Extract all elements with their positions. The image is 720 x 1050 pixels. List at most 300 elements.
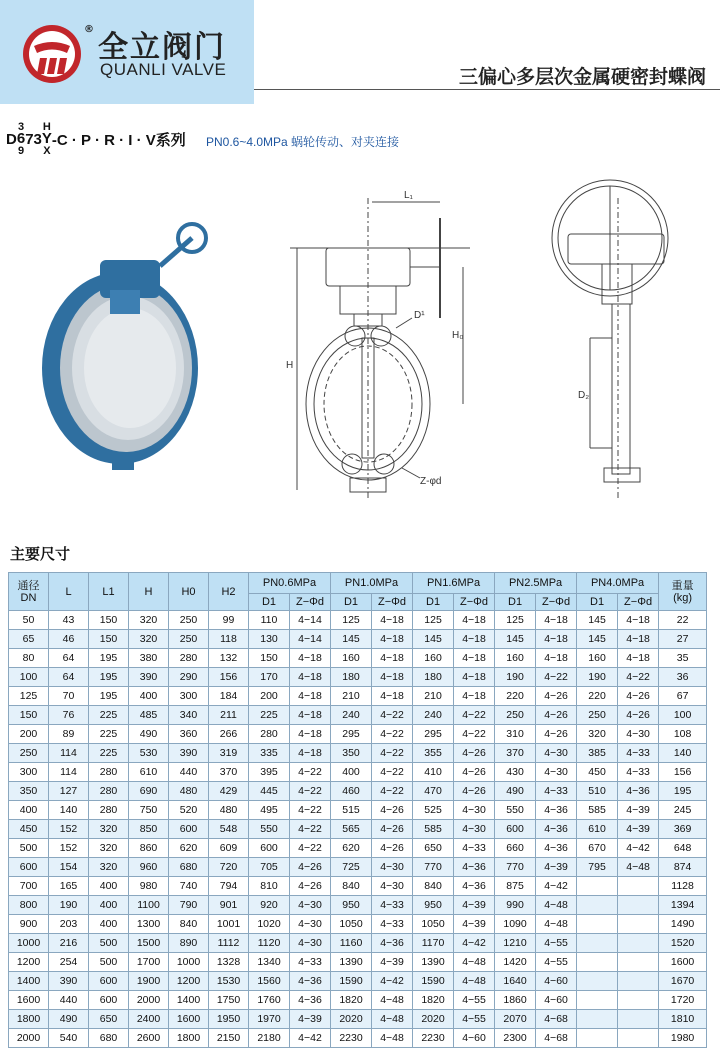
table-cell: 860 [129, 839, 169, 858]
table-cell [577, 1029, 618, 1048]
dim-zphid-label: Z-φd [420, 476, 442, 487]
subheader-z: Z−Φd [536, 594, 577, 611]
table-cell: 395 [249, 763, 290, 782]
table-cell: 400 [89, 877, 129, 896]
table-cell: 195 [89, 687, 129, 706]
table-cell: 1590 [331, 972, 372, 991]
table-cell: 1050 [413, 915, 454, 934]
table-cell: 550 [495, 801, 536, 820]
table-cell: 50 [9, 611, 49, 630]
table-cell: 1112 [209, 934, 249, 953]
side-view-drawing [552, 180, 668, 498]
table-cell: 319 [209, 744, 249, 763]
table-cell: 4−18 [454, 687, 495, 706]
table-cell [618, 972, 659, 991]
table-cell: 295 [413, 725, 454, 744]
table-cell: 4−18 [536, 630, 577, 649]
table-cell: 225 [249, 706, 290, 725]
table-cell: 4−18 [290, 668, 331, 687]
table-cell: 310 [495, 725, 536, 744]
table-cell: 540 [49, 1029, 89, 1048]
table-cell: 4−39 [618, 820, 659, 839]
table-cell: 216 [49, 934, 89, 953]
table-cell [577, 1010, 618, 1029]
table-cell: 585 [413, 820, 454, 839]
table-cell: 250 [169, 611, 209, 630]
table-cell: 4−26 [454, 782, 495, 801]
table-cell: 795 [577, 858, 618, 877]
table-cell: 1090 [495, 915, 536, 934]
front-view-drawing [290, 198, 470, 498]
model-suffix: -C · P · R · I · V系列 [51, 132, 186, 149]
table-cell: 4−26 [372, 820, 413, 839]
table-cell: 548 [209, 820, 249, 839]
table-cell: 4−33 [372, 915, 413, 934]
table-cell: 4−55 [454, 991, 495, 1010]
table-cell: 4−36 [290, 972, 331, 991]
table-cell: 585 [577, 801, 618, 820]
subheader-d1: D1 [495, 594, 536, 611]
table-cell: 500 [89, 953, 129, 972]
table-cell: 190 [49, 896, 89, 915]
table-cell: 810 [249, 877, 290, 896]
table-cell: 320 [89, 839, 129, 858]
table-cell: 600 [9, 858, 49, 877]
model-prefix: D [6, 131, 17, 148]
table-cell: 609 [209, 839, 249, 858]
table-row [9, 972, 707, 991]
table-cell: 430 [495, 763, 536, 782]
table-cell: 720 [209, 858, 249, 877]
table-cell: 165 [49, 877, 89, 896]
table-cell: 4−22 [372, 706, 413, 725]
brand-panel [0, 0, 254, 104]
table-cell: 125 [331, 611, 372, 630]
table-cell: 890 [169, 934, 209, 953]
table-row [9, 1010, 707, 1029]
table-cell: 4−18 [454, 630, 495, 649]
table-cell: 220 [495, 687, 536, 706]
table-cell: 300 [9, 763, 49, 782]
table-cell: 4−48 [372, 1029, 413, 1048]
header-weight: 重量 (kg) [659, 573, 707, 611]
table-cell: 4−22 [290, 782, 331, 801]
table-cell: 800 [9, 896, 49, 915]
table-cell: 80 [9, 649, 49, 668]
header-h: H [129, 573, 169, 611]
table-cell: 1128 [659, 877, 707, 896]
table-cell: 445 [249, 782, 290, 801]
table-cell: 4−48 [618, 858, 659, 877]
table-cell: 4−36 [536, 801, 577, 820]
table-cell: 132 [209, 649, 249, 668]
table-cell: 4−26 [290, 877, 331, 896]
table-cell: 110 [249, 611, 290, 630]
table-cell: 1820 [331, 991, 372, 1010]
table-cell: 700 [9, 877, 49, 896]
table-cell: 4−33 [290, 953, 331, 972]
table-cell: 160 [331, 649, 372, 668]
header-h0: H0 [169, 573, 209, 611]
table-cell: 240 [331, 706, 372, 725]
table-cell: 4−30 [290, 934, 331, 953]
table-cell: 4−22 [536, 668, 577, 687]
table-cell: 1600 [169, 1010, 209, 1029]
table-cell: 150 [89, 630, 129, 649]
table-cell: 4−22 [618, 668, 659, 687]
table-cell: 390 [129, 668, 169, 687]
table-cell: 950 [413, 896, 454, 915]
table-cell: 2000 [129, 991, 169, 1010]
table-cell: 27 [659, 630, 707, 649]
table-cell: 740 [169, 877, 209, 896]
table-cell: 690 [129, 782, 169, 801]
table-cell: 1001 [209, 915, 249, 934]
table-cell: 680 [169, 858, 209, 877]
table-cell: 127 [49, 782, 89, 801]
table-cell: 4−36 [536, 839, 577, 858]
table-cell: 770 [413, 858, 454, 877]
table-cell: 266 [209, 725, 249, 744]
table-cell [618, 896, 659, 915]
table-cell: 64 [49, 668, 89, 687]
table-row [9, 763, 707, 782]
table-cell: 4−26 [536, 725, 577, 744]
table-cell: 160 [495, 649, 536, 668]
table-cell: 184 [209, 687, 249, 706]
table-cell: 1670 [659, 972, 707, 991]
table-cell: 200 [9, 725, 49, 744]
table-cell: 250 [577, 706, 618, 725]
table-cell: 4−42 [372, 972, 413, 991]
table-cell: 4−42 [536, 877, 577, 896]
subheader-z: Z−Φd [372, 594, 413, 611]
table-cell: 160 [577, 649, 618, 668]
seal-option: H [42, 121, 51, 133]
table-cell: 4−18 [618, 649, 659, 668]
table-cell: 1600 [9, 991, 49, 1010]
table-cell: 4−26 [536, 687, 577, 706]
table-row [9, 668, 707, 687]
table-cell: 360 [169, 725, 209, 744]
table-row [9, 820, 707, 839]
table-cell: 4−30 [536, 763, 577, 782]
table-cell: 4−30 [372, 877, 413, 896]
table-cell: 125 [9, 687, 49, 706]
table-cell: 790 [169, 896, 209, 915]
table-cell: 4−33 [618, 744, 659, 763]
table-cell: 4−18 [536, 611, 577, 630]
table-cell: 203 [49, 915, 89, 934]
table-cell: 960 [129, 858, 169, 877]
table-cell: 4−30 [290, 915, 331, 934]
table-cell: 190 [495, 668, 536, 687]
table-cell: 4−26 [290, 858, 331, 877]
dim-h0-label: H₀ [452, 330, 464, 341]
table-cell [618, 934, 659, 953]
table-cell: 1800 [9, 1010, 49, 1029]
model-mid: 73 [25, 131, 42, 148]
subheader-z: Z−Φd [290, 594, 331, 611]
table-cell: 1520 [659, 934, 707, 953]
table-cell: 4−22 [372, 782, 413, 801]
table-cell: 400 [9, 801, 49, 820]
table-cell: 4−18 [290, 744, 331, 763]
section-title-dimensions: 主要尺寸 [10, 545, 71, 563]
table-cell: 4−48 [536, 896, 577, 915]
table-cell: 4−60 [536, 991, 577, 1010]
table-cell: 4−30 [454, 801, 495, 820]
table-cell [577, 896, 618, 915]
table-cell: 1600 [659, 953, 707, 972]
table-cell: 4−48 [372, 991, 413, 1010]
table-cell: 295 [331, 725, 372, 744]
table-cell: 550 [249, 820, 290, 839]
table-cell: 4−30 [618, 725, 659, 744]
table-cell: 280 [169, 649, 209, 668]
table-cell: 280 [89, 763, 129, 782]
table-cell: 2000 [9, 1029, 49, 1048]
table-cell: 4−36 [372, 934, 413, 953]
table-cell: 355 [413, 744, 454, 763]
table-cell: 1590 [413, 972, 454, 991]
table-cell: 4−60 [536, 972, 577, 991]
table-cell: 2070 [495, 1010, 536, 1029]
table-cell: 600 [89, 991, 129, 1010]
table-cell: 254 [49, 953, 89, 972]
subheader-z: Z−Φd [454, 594, 495, 611]
table-cell: 152 [49, 839, 89, 858]
drive-option: 3 [17, 121, 25, 133]
table-cell: 725 [331, 858, 372, 877]
table-cell: 220 [577, 687, 618, 706]
table-cell: 22 [659, 611, 707, 630]
table-cell: 980 [129, 877, 169, 896]
subheader-d1: D1 [249, 594, 290, 611]
table-cell: 118 [209, 630, 249, 649]
table-cell: 520 [169, 801, 209, 820]
table-cell: 4−33 [454, 839, 495, 858]
table-cell: 4−18 [372, 611, 413, 630]
table-cell: 195 [89, 649, 129, 668]
table-cell: 195 [659, 782, 707, 801]
table-cell: 160 [413, 649, 454, 668]
table-cell: 500 [9, 839, 49, 858]
table-cell: 4−22 [454, 706, 495, 725]
table-cell: 4−48 [372, 1010, 413, 1029]
table-cell: 1970 [249, 1010, 290, 1029]
table-row [9, 687, 707, 706]
table-cell: 490 [49, 1010, 89, 1029]
table-cell: 1860 [495, 991, 536, 1010]
table-cell: 1900 [129, 972, 169, 991]
subheader-d1: D1 [331, 594, 372, 611]
table-cell: 1490 [659, 915, 707, 934]
table-cell: 840 [331, 877, 372, 896]
table-cell: 770 [495, 858, 536, 877]
table-cell: 370 [209, 763, 249, 782]
table-cell: 530 [129, 744, 169, 763]
table-cell: 89 [49, 725, 89, 744]
table-cell: 210 [413, 687, 454, 706]
table-cell: 4−55 [536, 953, 577, 972]
table-row [9, 896, 707, 915]
dim-h-label: H [286, 360, 294, 371]
table-row [9, 611, 707, 630]
model-spec: PN0.6~4.0MPa 蜗轮传动、对夹连接 [206, 135, 400, 149]
table-cell: 245 [659, 801, 707, 820]
table-cell: 2180 [249, 1029, 290, 1048]
table-cell: 125 [495, 611, 536, 630]
table-cell [618, 877, 659, 896]
table-cell: 369 [659, 820, 707, 839]
table-cell [577, 877, 618, 896]
table-cell: 670 [577, 839, 618, 858]
table-cell: 390 [49, 972, 89, 991]
header-pn16: PN1.6MPa [413, 573, 495, 594]
table-cell: 2230 [413, 1029, 454, 1048]
table-cell: 400 [89, 896, 129, 915]
table-cell: 480 [169, 782, 209, 801]
table-cell: 225 [89, 725, 129, 744]
table-cell: 650 [89, 1010, 129, 1029]
table-row [9, 1029, 707, 1048]
table-cell: 4−18 [618, 611, 659, 630]
table-cell [618, 1029, 659, 1048]
table-cell: 300 [169, 687, 209, 706]
table-cell: 4−22 [454, 725, 495, 744]
table-cell: 280 [249, 725, 290, 744]
table-cell [618, 991, 659, 1010]
table-cell: 2020 [331, 1010, 372, 1029]
table-cell: 4−33 [372, 896, 413, 915]
table-cell: 4−30 [536, 744, 577, 763]
table-cell: 150 [249, 649, 290, 668]
table-cell: 1950 [209, 1010, 249, 1029]
table-row [9, 782, 707, 801]
table-cell: 1120 [249, 934, 290, 953]
table-row [9, 706, 707, 725]
table-cell: 1328 [209, 953, 249, 972]
table-cell: 35 [659, 649, 707, 668]
table-cell: 460 [331, 782, 372, 801]
table-cell: 1394 [659, 896, 707, 915]
table-cell: 1400 [9, 972, 49, 991]
table-cell: 4−48 [536, 915, 577, 934]
table-cell: 510 [577, 782, 618, 801]
table-cell: 170 [249, 668, 290, 687]
table-cell: 490 [495, 782, 536, 801]
header-dn: 通径 DN [9, 573, 49, 611]
table-cell: 410 [413, 763, 454, 782]
table-cell: 1160 [331, 934, 372, 953]
table-cell: 335 [249, 744, 290, 763]
dim-l1-label: L₁ [404, 190, 413, 201]
table-cell: 4−18 [536, 649, 577, 668]
table-cell: 4−68 [536, 1010, 577, 1029]
table-cell: 65 [9, 630, 49, 649]
table-cell: 4−22 [290, 820, 331, 839]
table-cell: 4−18 [290, 649, 331, 668]
table-row [9, 649, 707, 668]
table-cell: 1020 [249, 915, 290, 934]
table-cell: 150 [89, 611, 129, 630]
table-cell: 4−68 [536, 1029, 577, 1048]
table-cell: 4−22 [372, 763, 413, 782]
table-cell: 240 [413, 706, 454, 725]
table-cell [577, 915, 618, 934]
table-cell: 705 [249, 858, 290, 877]
table-cell: 4−36 [290, 991, 331, 1010]
table-cell: 320 [129, 630, 169, 649]
table-cell: 200 [249, 687, 290, 706]
table-cell: 4−18 [618, 630, 659, 649]
table-cell: 840 [169, 915, 209, 934]
seal-options [42, 122, 52, 157]
table-cell: 320 [129, 611, 169, 630]
table-cell: 4−39 [372, 953, 413, 972]
table-cell: 130 [249, 630, 290, 649]
table-cell [577, 991, 618, 1010]
table-cell: 4−39 [536, 858, 577, 877]
table-cell: 1700 [129, 953, 169, 972]
table-cell: 145 [331, 630, 372, 649]
subheader-d1: D1 [577, 594, 618, 611]
table-cell: 350 [331, 744, 372, 763]
table-cell: 43 [49, 611, 89, 630]
table-cell [577, 972, 618, 991]
table-cell: 1820 [413, 991, 454, 1010]
table-cell: 4−18 [454, 668, 495, 687]
table-cell: 114 [49, 763, 89, 782]
registered-mark: ® [84, 24, 94, 35]
brand-name-cn: 全立阀门 [98, 30, 226, 65]
table-cell: 225 [89, 706, 129, 725]
brand-name-en: QUANLI VALVE [100, 60, 227, 79]
table-cell: 154 [49, 858, 89, 877]
table-cell: 4−36 [454, 858, 495, 877]
table-cell: 400 [89, 915, 129, 934]
table-cell: 4−18 [290, 706, 331, 725]
table-cell: 1340 [249, 953, 290, 972]
table-row [9, 915, 707, 934]
table-cell: 4−30 [290, 896, 331, 915]
table-cell: 4−18 [372, 649, 413, 668]
table-row [9, 934, 707, 953]
header-divider [254, 89, 720, 90]
table-cell: 450 [9, 820, 49, 839]
table-cell: 1400 [169, 991, 209, 1010]
table-cell: 1170 [413, 934, 454, 953]
dimensions-table [8, 572, 707, 1048]
table-cell: 36 [659, 668, 707, 687]
table-cell: 500 [89, 934, 129, 953]
table-cell: 156 [209, 668, 249, 687]
table-cell: 750 [129, 801, 169, 820]
table-cell: 280 [89, 801, 129, 820]
table-cell: 250 [9, 744, 49, 763]
table-cell: 400 [331, 763, 372, 782]
table-cell: 152 [49, 820, 89, 839]
table-cell: 4−22 [372, 725, 413, 744]
table-cell: 76 [49, 706, 89, 725]
table-cell: 114 [49, 744, 89, 763]
valve-photo [42, 224, 206, 470]
table-cell: 190 [577, 668, 618, 687]
table-cell: 4−18 [290, 725, 331, 744]
table-cell: 320 [89, 820, 129, 839]
table-cell: 4−60 [454, 1029, 495, 1048]
